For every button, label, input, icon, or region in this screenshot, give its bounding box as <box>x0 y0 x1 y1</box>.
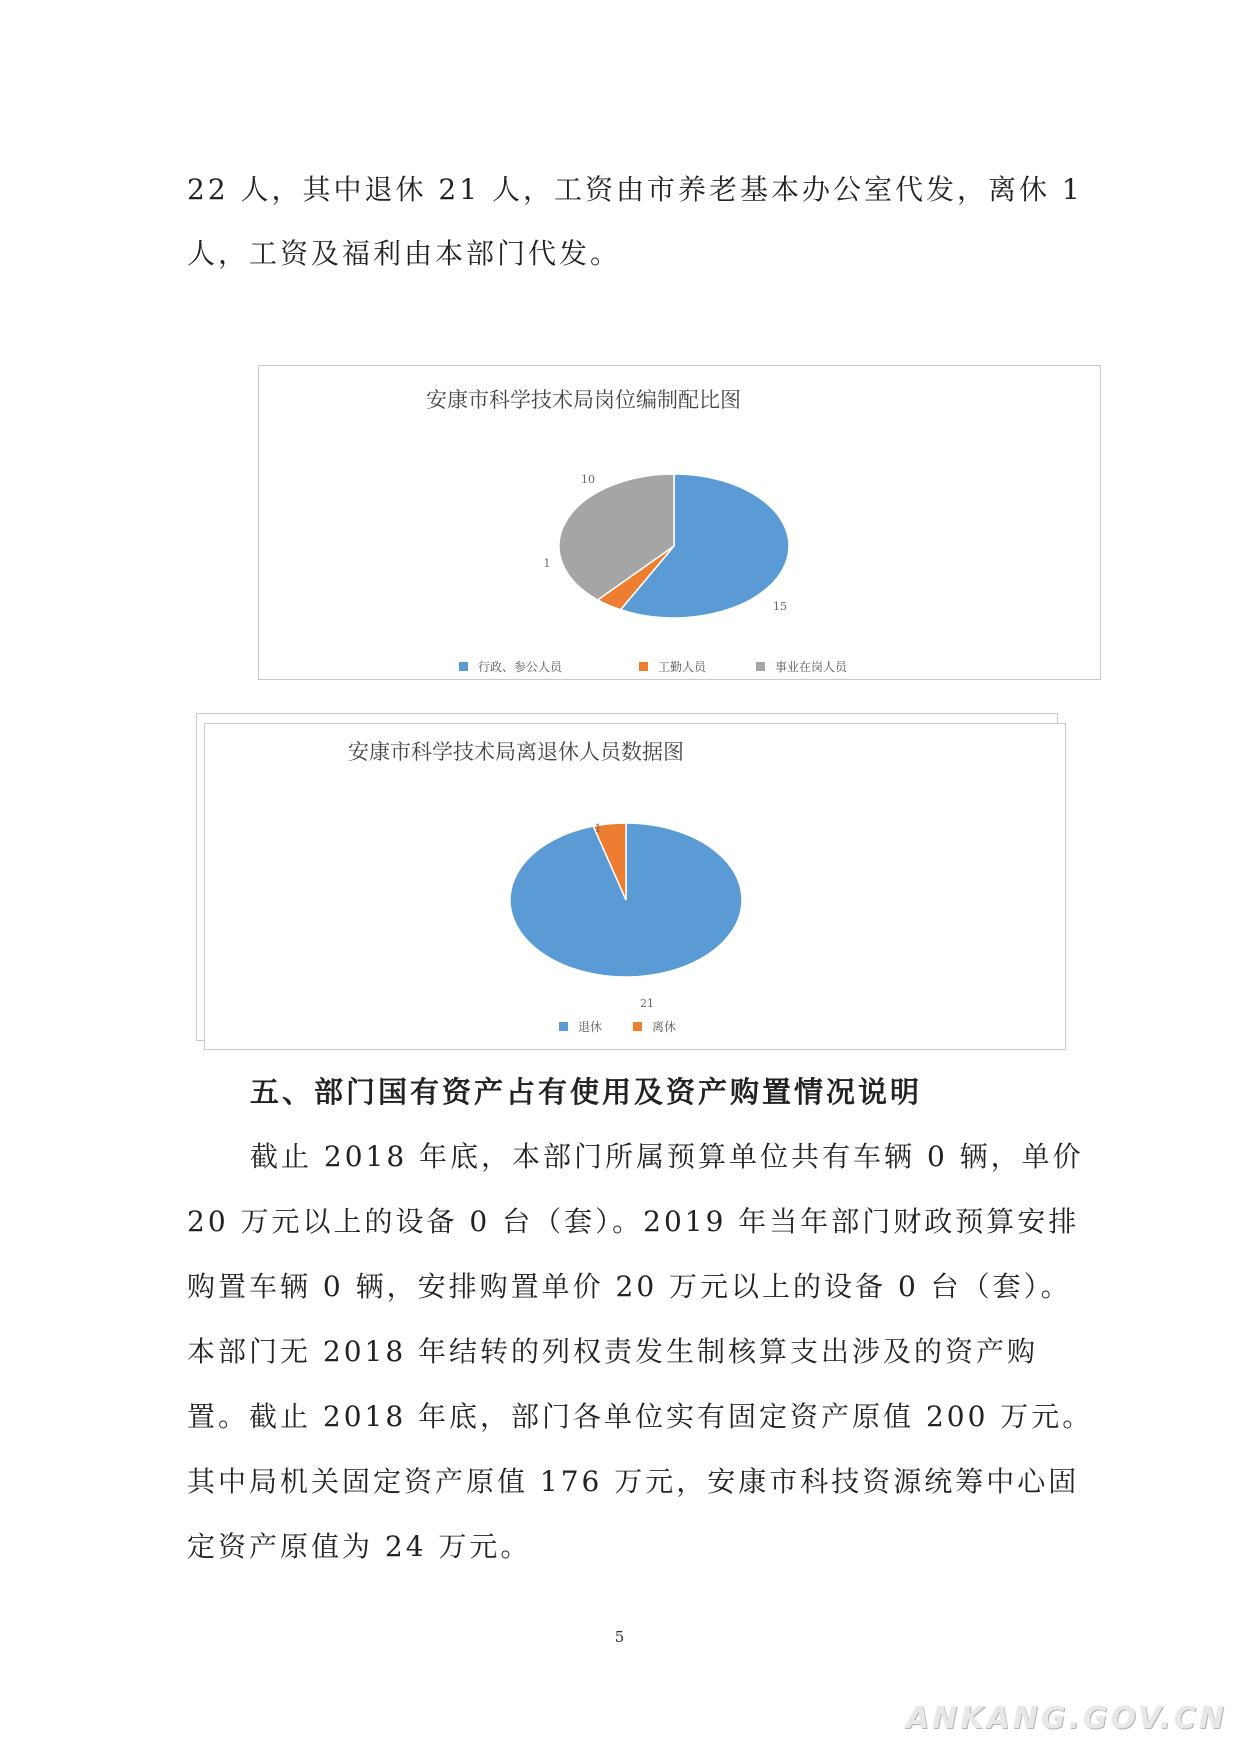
legend-label: 行政、参公人员 <box>478 660 563 674</box>
pie-data-label-2: 1 <box>543 557 551 570</box>
pie-data-label-2: 1 <box>594 822 602 835</box>
legend-item-veteran-retired <box>633 1018 676 1035</box>
section-line-2: 20 万元以上的设备 0 台（套）。2019 年当年部门财政预算安排 <box>187 1205 1080 1238</box>
legend-swatch <box>459 662 468 671</box>
section-line-7: 定资产原值为 24 万元。 <box>187 1530 532 1563</box>
section-line-3: 购置车辆 0 辆，安排购置单价 20 万元以上的设备 0 台（套）。 <box>187 1270 1072 1303</box>
section-line-1: 截止 2018 年底，本部门所属预算单位共有车辆 0 辆，单价 <box>250 1140 1084 1173</box>
page-number: 5 <box>614 1628 625 1646</box>
legend-label: 离休 <box>652 1020 677 1034</box>
legend-label: 事业在岗人员 <box>775 660 848 674</box>
legend-item-institution <box>756 658 847 675</box>
site-watermark: ANKANG.GOV.CN <box>905 1701 1227 1736</box>
intro-line-1: 22 人，其中退休 21 人，工资由市养老基本办公室代发，离休 1 <box>187 173 1083 206</box>
legend-swatch <box>633 1022 642 1031</box>
section-line-5: 置。截止 2018 年底，部门各单位实有固定资产原值 200 万元。 <box>187 1400 1094 1433</box>
chart-title: 安康市科学技术局岗位编制配比图 <box>426 388 741 412</box>
legend-item-service <box>639 658 706 675</box>
legend-swatch <box>559 1022 568 1031</box>
pie-data-label-1: 21 <box>640 997 654 1010</box>
section-heading: 五、部门国有资产占有使用及资产购置情况说明 <box>250 1075 923 1109</box>
pie-data-label-1: 15 <box>773 600 787 613</box>
legend-swatch <box>756 662 765 671</box>
legend-swatch <box>639 662 648 671</box>
pie-chart-svg <box>205 724 1065 1049</box>
pie-data-label-3: 10 <box>581 473 595 486</box>
legend-item-retired <box>559 1018 602 1035</box>
chart-title: 安康市科学技术局离退休人员数据图 <box>348 740 684 764</box>
section-line-4: 本部门无 2018 年结转的列权责发生制核算支出涉及的资产购 <box>187 1335 1039 1368</box>
legend-label: 工勤人员 <box>658 660 707 674</box>
intro-line-2: 人，工资及福利由本部门代发。 <box>187 237 622 270</box>
section-line-6: 其中局机关固定资产原值 176 万元，安康市科技资源统筹中心固 <box>187 1465 1080 1498</box>
legend-label: 退休 <box>578 1020 603 1034</box>
pie-chart-svg <box>259 366 1100 679</box>
chart-retirees <box>204 723 1066 1050</box>
legend-item-admin <box>459 658 562 675</box>
chart-staffing-ratio <box>258 365 1101 680</box>
